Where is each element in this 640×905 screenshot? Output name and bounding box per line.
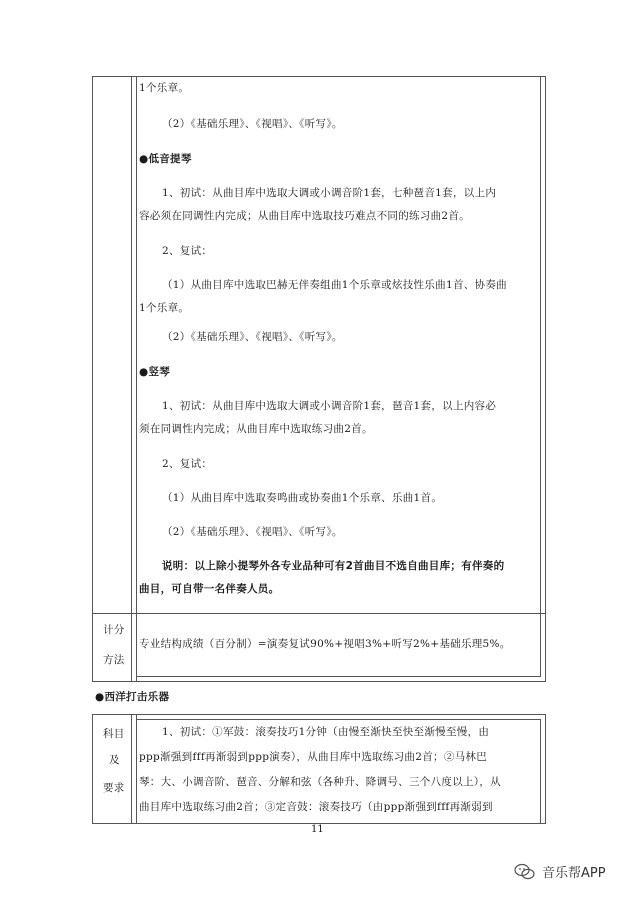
text-line: 1、初试：从曲目库中选取大调或小调音阶1套，琶音1套，以上内容必 xyxy=(162,400,497,412)
wechat-icon xyxy=(514,863,536,881)
text-line: （2）《基础乐理》、《视唱》、《听写》。 xyxy=(162,118,343,130)
text-line: 1个乐章。 xyxy=(139,82,190,94)
text-line: 1、初试：从曲目库中选取大调或小调音阶1套，七种琶音1套，以上内 xyxy=(162,187,497,199)
text-line: 曲目库中选取练习曲2首；③定音鼓：滚奏技巧（由ppp渐强到fff再渐弱到 xyxy=(139,801,493,813)
score-label: 方法 xyxy=(103,654,125,666)
watermark xyxy=(514,862,606,881)
text-line: 1个乐章。 xyxy=(139,302,190,314)
text-line: 容必须在同调性内完成；从曲目库中选取技巧难点不同的练习曲2首。 xyxy=(139,210,470,222)
text-line: 2、复试： xyxy=(162,245,213,257)
section-heading: ●西洋打击乐器 xyxy=(95,691,170,703)
note-line: 说明：以上除小提琴外各专业品种可有2首曲目不选自曲目库；有伴奏的 xyxy=(162,560,505,572)
text-line: ppp渐强到fff再渐弱到ppp演奏），从曲目库中选取练习曲2首；②马林巴 xyxy=(139,751,488,763)
subject-label: 科目 xyxy=(103,728,125,740)
subject-label: 及 xyxy=(109,754,120,766)
text-line: 须在同调性内完成；从曲目库中选取练习曲2首。 xyxy=(139,423,373,435)
subject-label: 要求 xyxy=(103,782,125,794)
text-line: 2、复试： xyxy=(162,458,213,470)
watermark-text: 音乐帮APP xyxy=(542,866,606,881)
text-line: 琴：大、小调音阶、琶音、分解和弦（各种升、降调号、三个八度以上），从 xyxy=(139,776,501,788)
subheading-harp: ●竖琴 xyxy=(139,366,171,378)
note-line: 曲目，可自带一名伴奏人员。 xyxy=(139,583,280,595)
score-formula: 专业结构成绩（百分制）=演奏复试90%+视唱3%+听写2%+基础乐理5%。 xyxy=(139,638,511,650)
score-label: 计分 xyxy=(103,624,125,636)
text-line: （2）《基础乐理》、《视唱》、《听写》。 xyxy=(162,331,343,343)
page-number: 11 xyxy=(311,824,324,835)
text-line: 1、初试：①军鼓：滚奏技巧1分钟（由慢至渐快至快至渐慢至慢，由 xyxy=(162,726,490,738)
text-line: （1）从曲目库中选取巴赫无伴奏组曲1个乐章或炫技性乐曲1首、协奏曲 xyxy=(162,279,507,291)
subheading-double-bass: ●低音提琴 xyxy=(139,153,192,165)
text-line: （2）《基础乐理》、《视唱》、《听写》。 xyxy=(162,526,343,538)
text-line: （1）从曲目库中选取奏鸣曲或协奏曲1个乐章、乐曲1首。 xyxy=(162,492,443,504)
